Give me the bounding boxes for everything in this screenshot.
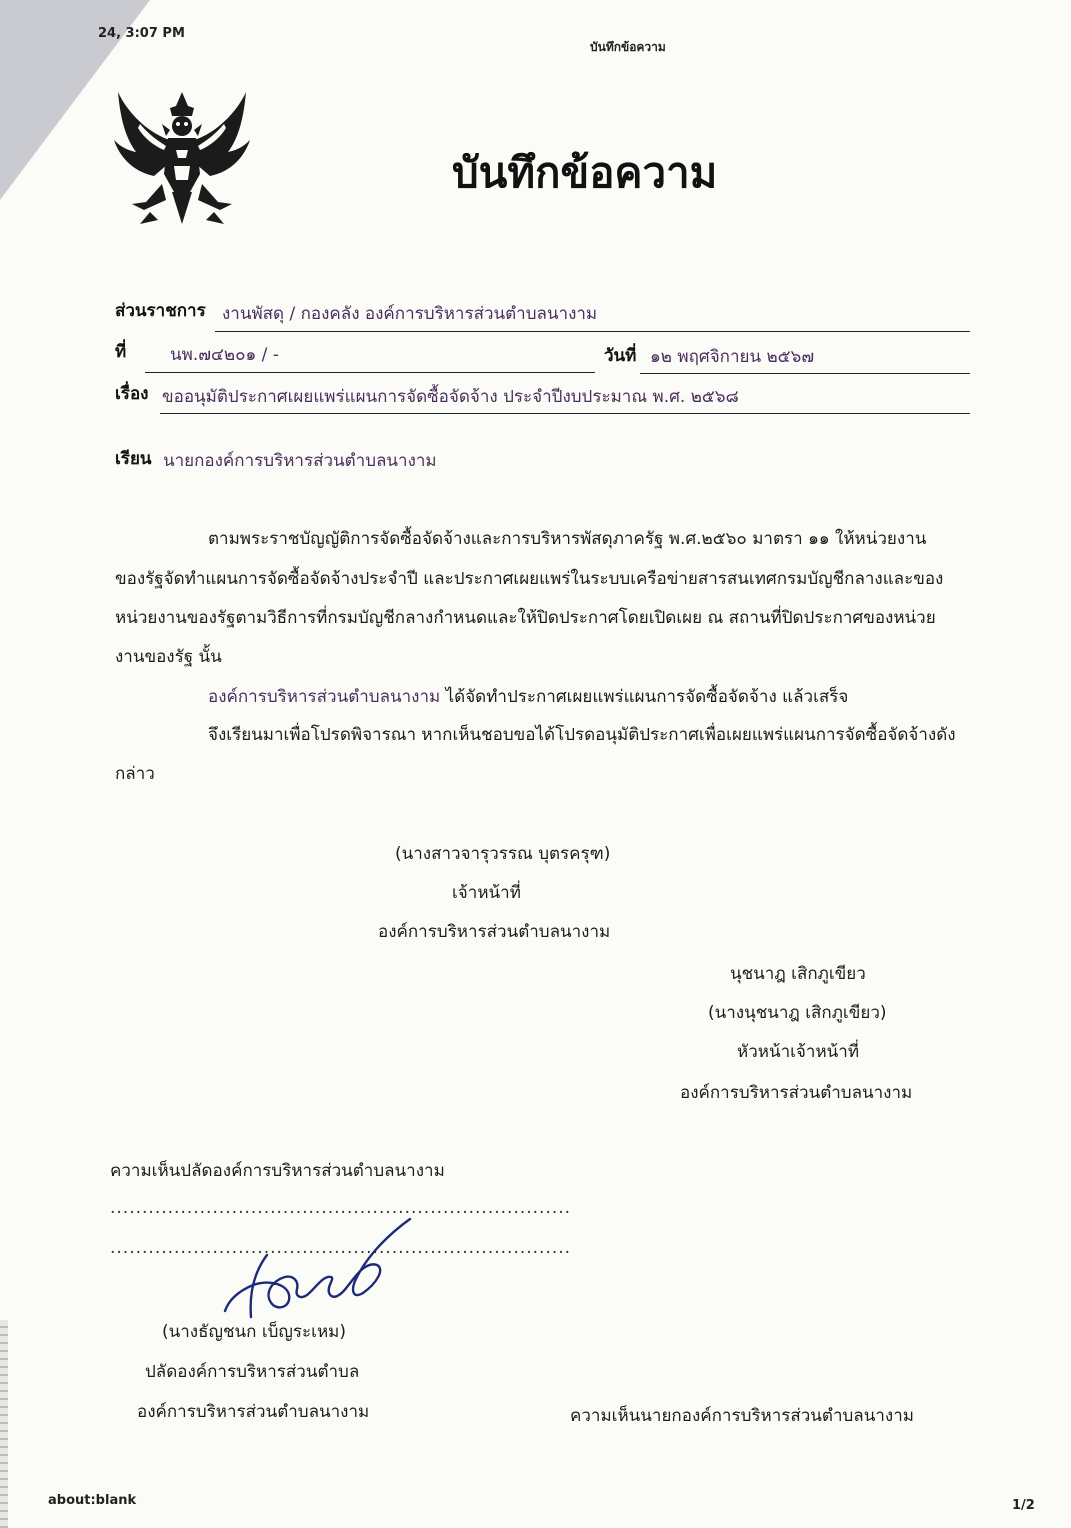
date-label: วันที่: [604, 346, 637, 366]
body-paragraph-1-line-1: ตามพระราชบัญญัติการจัดซื้อจัดจ้างและการบริหารพัสดุภาครัฐ พ.ศ.๒๕๖๐ มาตรา ๑๑ ให้หน่วยงาน: [208, 529, 927, 549]
palad-org: องค์การบริหารส่วนตำบลนางาม: [137, 1402, 370, 1422]
subject-label: เรื่อง: [115, 384, 149, 404]
date-underline: [640, 373, 970, 374]
subject-underline: [160, 413, 970, 414]
palad-opinion-line-2: ........................................................................: [110, 1238, 572, 1258]
palad-position: ปลัดองค์การบริหารส่วนตำบล: [145, 1362, 360, 1382]
body-paragraph-2: [208, 683, 848, 710]
body-paragraph-1-line-2: ของรัฐจัดทำแผนการจัดซื้อจัดจ้างประจำปี และประกาศเผยแพร่ในระบบเครือข่ายสารสนเทศกรมบัญชีกลางและของ: [115, 569, 944, 589]
organization-name: องค์การบริหารส่วนตำบลนางาม: [208, 687, 441, 707]
mayor-opinion-heading: ความเห็นนายกองค์การบริหารส่วนตำบลนางาม: [570, 1406, 914, 1426]
body-paragraph-1-line-3: หน่วยงานของรัฐตามวิธีการที่กรมบัญชีกลางกำหนดและให้ปิดประกาศโดยเปิดเผย ณ สถานที่ปิดประกาศของหน่วย: [115, 608, 936, 628]
salutation-label: เรียน: [115, 449, 152, 469]
print-footer-page-number: 1/2: [1012, 1498, 1035, 1513]
reference-value: นพ.๗๔๒๐๑ / -: [170, 345, 279, 365]
department-label: ส่วนราชการ: [115, 301, 206, 321]
signer2-name: (นางนุชนาฎ เสิกภูเขียว): [708, 1003, 887, 1023]
print-header-title: บันทึกข้อความ: [590, 40, 666, 54]
paper-edge: [0, 1320, 8, 1528]
palad-name: (นางธัญชนก เบ็ญระเหม): [162, 1322, 347, 1342]
print-footer-url: about:blank: [48, 1493, 137, 1508]
handwritten-signature: [205, 1215, 420, 1330]
signer2-position: หัวหน้าเจ้าหน้าที่: [737, 1042, 860, 1062]
body-paragraph-3-line-2: กล่าว: [115, 764, 155, 784]
signer1-name: (นางสาวจารุวรรณ บุตรครุฑ): [395, 844, 611, 864]
document-title: บันทึกข้อความ: [452, 148, 718, 197]
salutation-value: นายกองค์การบริหารส่วนตำบลนางาม: [163, 451, 437, 471]
subject-value: ขออนุมัติประกาศเผยแพร่แผนการจัดซื้อจัดจ้าง ประจำปีงบประมาณ พ.ศ. ๒๕๖๘: [162, 387, 739, 407]
body-paragraph-2-text: ได้จัดทำประกาศเผยแพร่แผนการจัดซื้อจัดจ้าง แล้วเสร็จ: [440, 687, 849, 707]
palad-opinion-heading: ความเห็นปลัดองค์การบริหารส่วนตำบลนางาม: [110, 1161, 445, 1181]
garuda-emblem-icon: [110, 84, 255, 239]
signer2-signature: นุชนาฎ เสิกภูเขียว: [730, 964, 866, 984]
palad-opinion-line-1: ........................................................................: [110, 1198, 572, 1218]
body-paragraph-3-line-1: จึงเรียนมาเพื่อโปรดพิจารณา หากเห็นชอบขอได้โปรดอนุมัติประกาศเพื่อเผยแพร่แผนการจัดซื้อจัดจ้างดัง: [208, 725, 956, 745]
reference-underline: [145, 372, 595, 373]
reference-label: ที่: [115, 342, 127, 362]
signer1-org: องค์การบริหารส่วนตำบลนางาม: [378, 922, 611, 942]
department-underline: [215, 331, 970, 332]
signer1-position: เจ้าหน้าที่: [452, 883, 521, 903]
signer2-org: องค์การบริหารส่วนตำบลนางาม: [680, 1083, 913, 1103]
date-value: ๑๒ พฤศจิกายน ๒๕๖๗: [650, 347, 815, 367]
body-paragraph-1-line-4: งานของรัฐ นั้น: [115, 647, 222, 667]
department-value: งานพัสดุ / กองคลัง องค์การบริหารส่วนตำบลนางาม: [222, 304, 598, 324]
print-timestamp: 24, 3:07 PM: [98, 26, 185, 41]
